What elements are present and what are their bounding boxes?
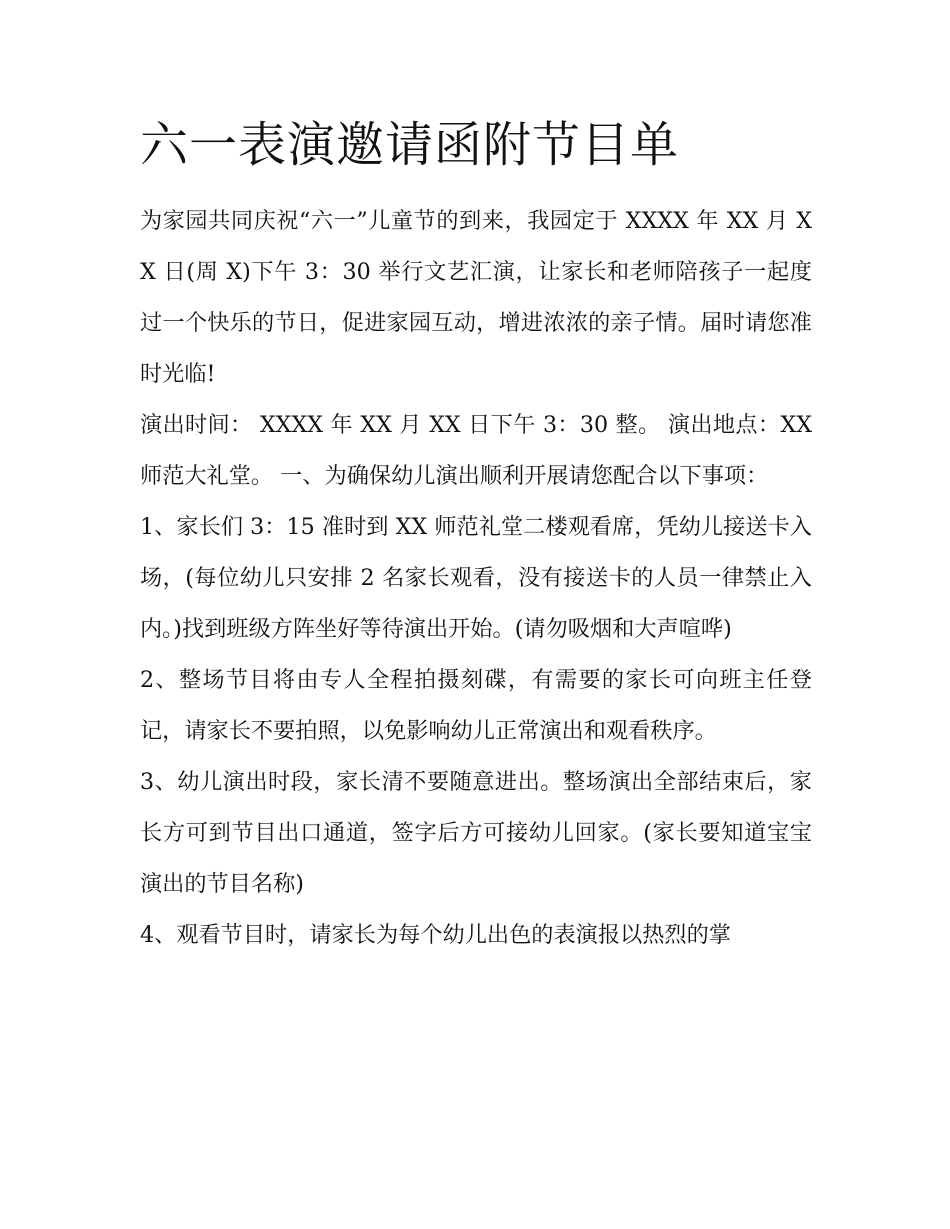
notice-item-1: 1、家长们 3：15 准时到 XX 师范礼堂二楼观看席，凭幼儿接送卡入场，(每位幼儿只安排 2 名家长观看，没有接送卡的人员一律禁止入内。)找到班级方阵坐好等待演出开始。(请勿吸烟和大声喧哗): [140, 514, 812, 642]
notice-item-4: 4、观看节目时，请家长为每个幼儿出色的表演报以热烈的掌: [140, 922, 731, 948]
document-body: [140, 196, 812, 961]
document-title: 六一表演邀请函附节目单: [140, 117, 680, 173]
notice-item-3: 3、幼儿演出时段，家长清不要随意进出。整场演出全部结束后，家长方可到节目出口通道，签字后方可接幼儿回家。(家长要知道宝宝演出的节目名称): [140, 769, 812, 897]
notice-item-2: 2、整场节目将由专人全程拍摄刻碟，有需要的家长可向班主任登记，请家长不要拍照，以免影响幼儿正常演出和观看秩序。: [140, 667, 812, 744]
intro-paragraph: 为家园共同庆祝“六一”儿童节的到来，我园定于 XXXX 年 XX 月 XX 日(周 X)下午 3：30 举行文艺汇演，让家长和老师陪孩子一起度过一个快乐的节日，促进家园互动，增进浓浓的亲子情。届时请您准时光临!: [140, 208, 812, 387]
time-location-paragraph: 演出时间： XXXX 年 XX 月 XX 日下午 3：30 整。 演出地点：XX 师范大礼堂。 一、为确保幼儿演出顺利开展请您配合以下事项：: [140, 412, 812, 489]
